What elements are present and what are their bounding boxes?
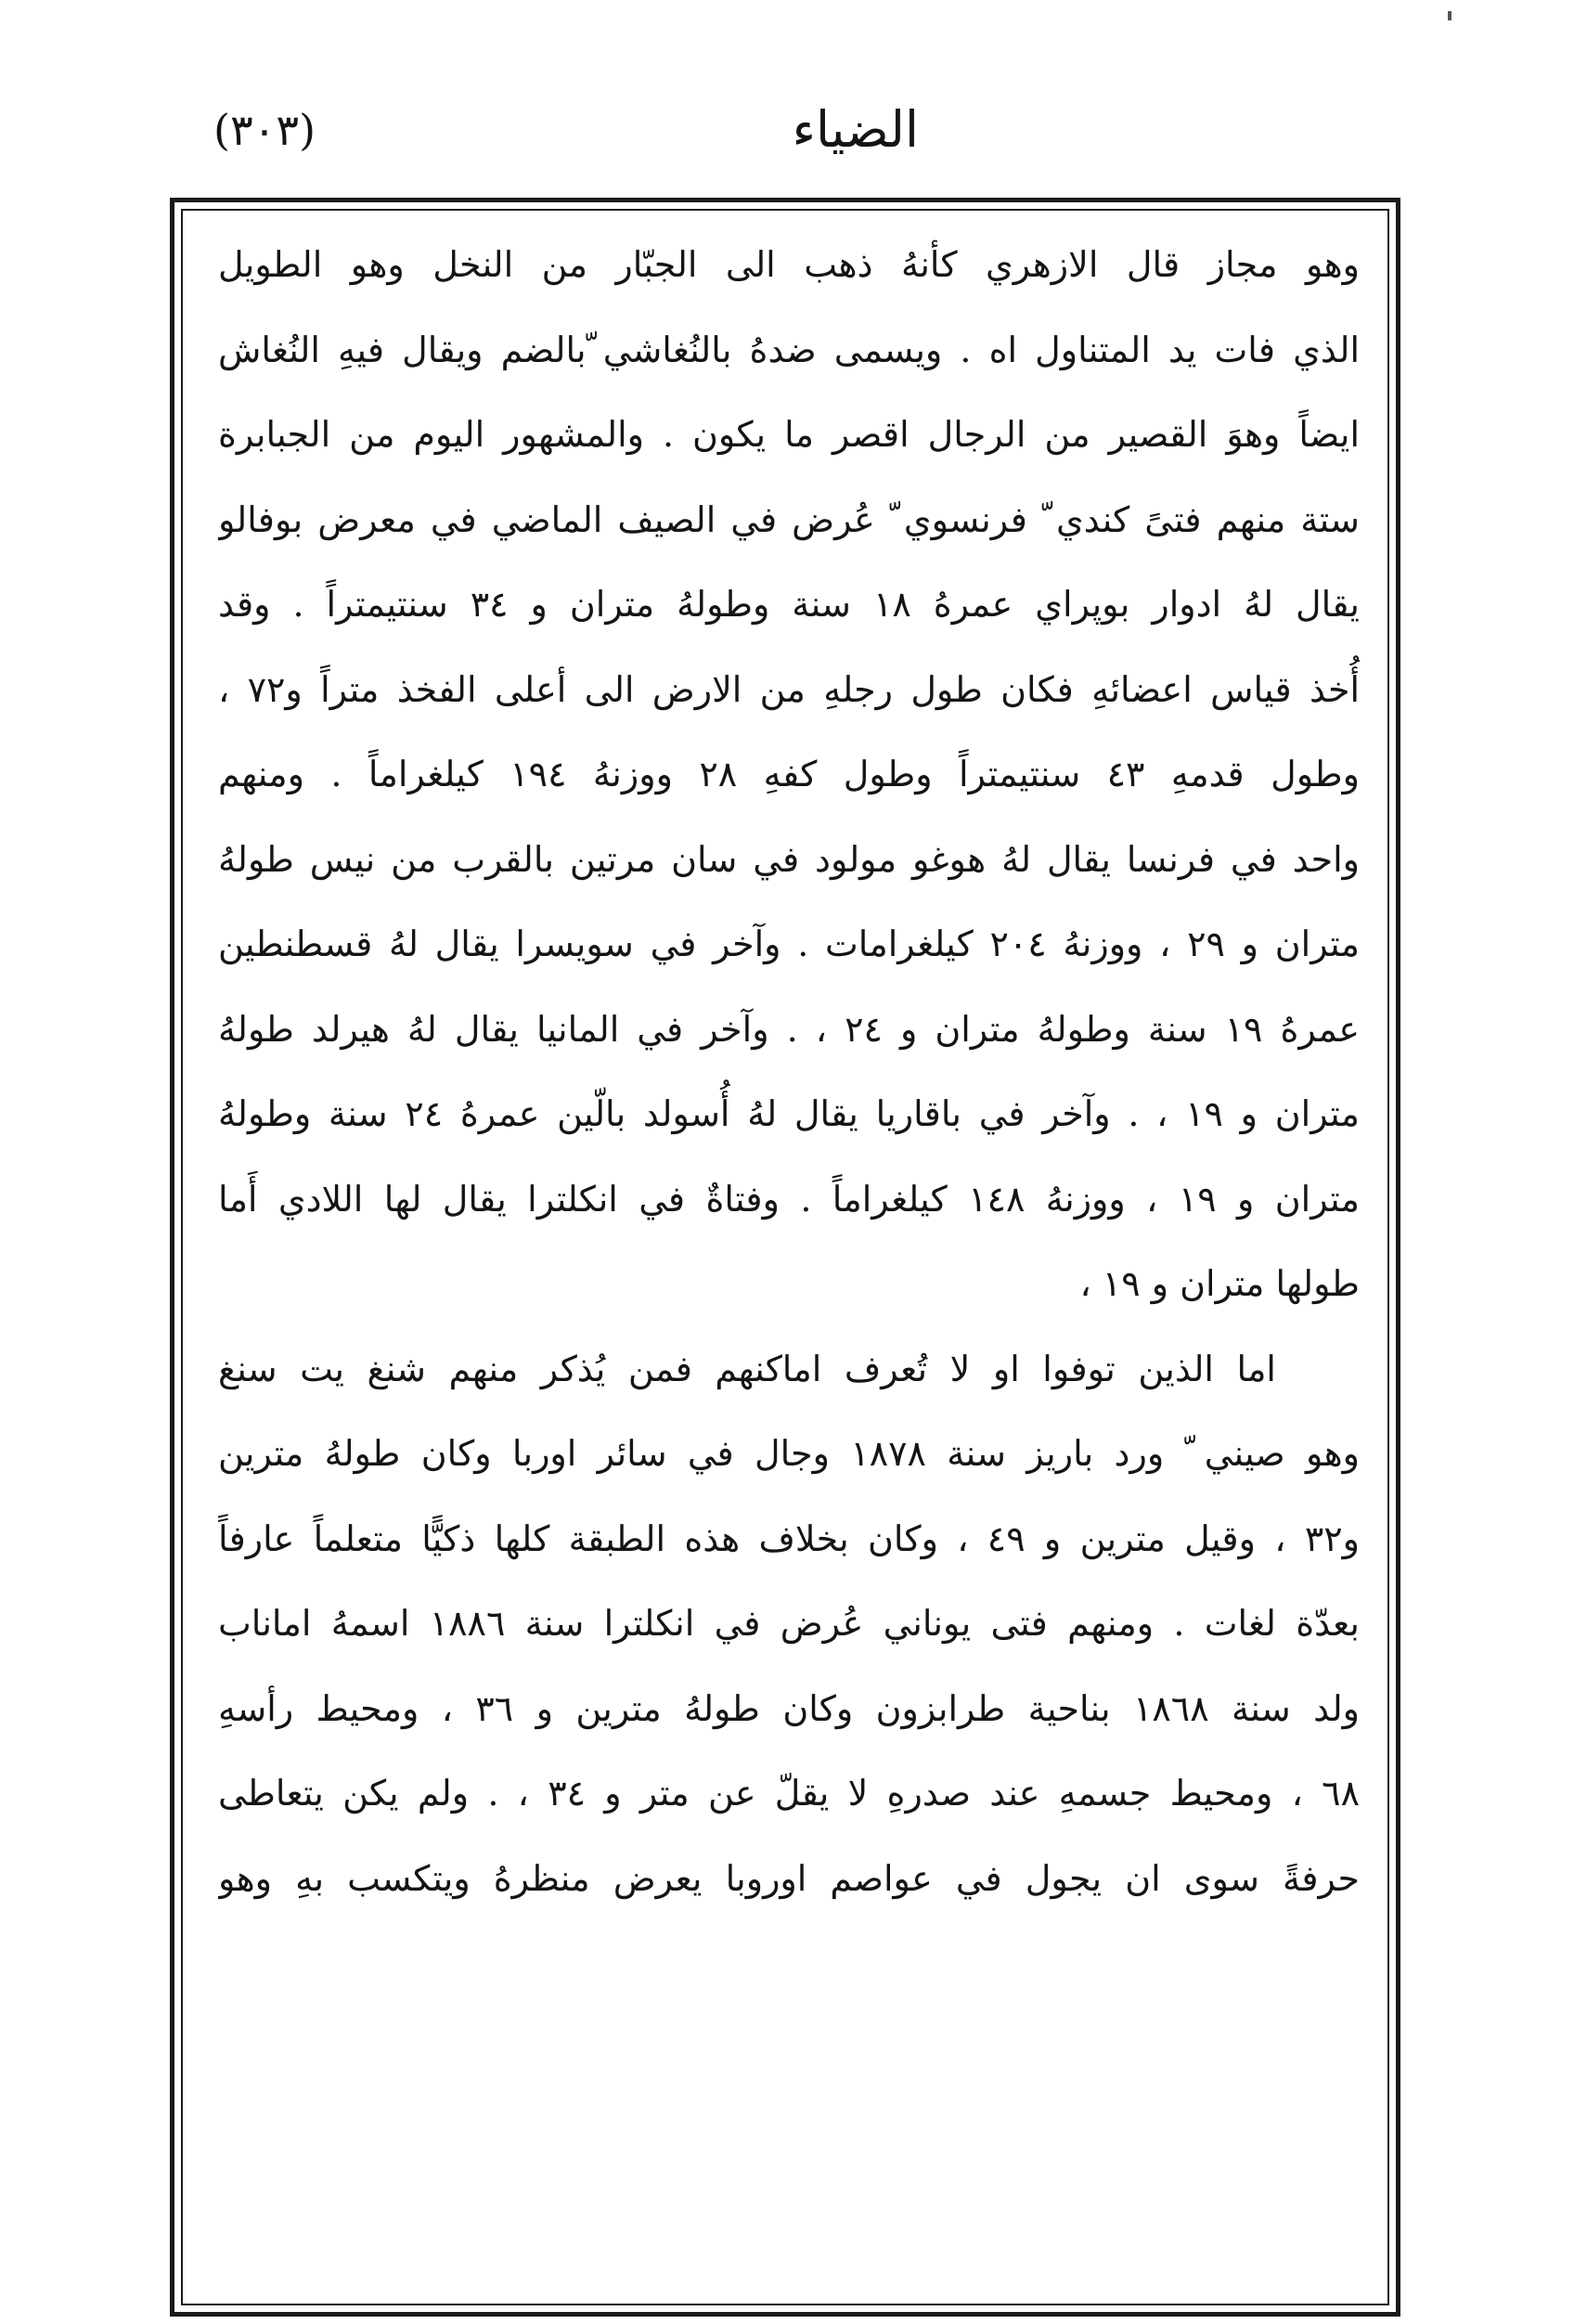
text-line: وهو مجاز قال الازهري كأنهُ ذهب الى الجبّار من النخل وهو الطويل [218, 244, 1360, 285]
body-text [218, 223, 1360, 2292]
text-line: حرفةً سوى ان يجول في عواصم اوروبا يعرض منظرهُ ويتكسب بهِ وهو [218, 1857, 1360, 1899]
paragraph-giants-living [218, 223, 1360, 1327]
text-line: متران و ١٩ ، . وآخر في باقاريا يقال لهُ أُسولد بالّين عمرهُ ٢٤ سنة وطولهُ [218, 1093, 1360, 1134]
text-line: ٦٨ ، ومحيط جسمهِ عند صدرهِ لا يقلّ عن متر و ٣٤ ، . ولم يكن يتعاطى [218, 1773, 1360, 1814]
text-line: ولد سنة ١٨٦٨ بناحية طرابزون وكان طولهُ مترين و ٣٦ ، ومحيط رأسهِ [218, 1687, 1360, 1729]
scan-speck [1448, 11, 1451, 20]
text-line: ايضاً وهوَ القصير من الرجال اقصر ما يكون . والمشهور اليوم من الجبابرة [218, 414, 1360, 455]
text-line: متران و ١٩ ، ووزنهُ ١٤٨ كيلغراماً . وفتاةٌ في انكلترا يقال لها اللادي أَما [218, 1178, 1360, 1220]
text-line: طولها متران و ١٩ ، [1079, 1263, 1360, 1304]
text-line: يقال لهُ ادوار بوپراي عمرهُ ١٨ سنة وطولهُ متران و ٣٤ سنتيمتراً . وقد [218, 584, 1360, 625]
text-line: ستة منهم فتىً كندي ّ فرنسوي ّ عُرض في الصيف الماضي في معرض بوفالو [218, 498, 1360, 540]
text-line: وطول قدمهِ ٤٣ سنتيمتراً وطول كفهِ ٢٨ ووزنهُ ١٩٤ كيلغراماً . ومنهم [218, 754, 1360, 794]
text-line: وهو صيني ّ ورد باريز سنة ١٨٧٨ وجال في سائر اوربا وكان طولهُ مترين [218, 1433, 1360, 1474]
page-number: (٣٠٣) [213, 105, 316, 155]
text-line: واحد في فرنسا يقال لهُ هوغو مولود في سان مرتين بالقرب من نيس طولهُ [218, 838, 1360, 880]
paragraph-giants-deceased [218, 1327, 1360, 1922]
text-line: اما الذين توفوا او لا تُعرف اماكنهم فمن يُذكر منهم شنغ يت سنغ [218, 1348, 1276, 1389]
running-title: الضياء [792, 100, 919, 159]
text-line: الذي فات يد المتناول اه . ويسمى ضدهُ بالنُغاشي ّبالضم ويقال فيهِ النُغاش [218, 329, 1360, 370]
text-line: متران و ٢٩ ، ووزنهُ ٢٠٤ كيلغرامات . وآخر في سويسرا يقال لهُ قسطنطين [218, 923, 1360, 964]
text-line: بعدّة لغات . ومنهم فتى يوناني عُرض في انكلترا سنة ١٨٨٦ اسمهُ اماناب [218, 1603, 1360, 1644]
text-line: أُخذ قياس اعضائهِ فكان طول رجلهِ من الارض الى أعلى الفخذ متراً و٧٢ ، [218, 668, 1360, 710]
text-line: و٣٢ ، وقيل مترين و ٤٩ ، وكان بخلاف هذه الطبقة كلها ذكيًّا متعلماً عارفاً [218, 1517, 1360, 1559]
text-line: عمرهُ ١٩ سنة وطولهُ متران و ٢٤ ، . وآخر في المانيا يقال لهُ هيرلد طولهُ [218, 1008, 1360, 1050]
page-header [176, 93, 1411, 176]
